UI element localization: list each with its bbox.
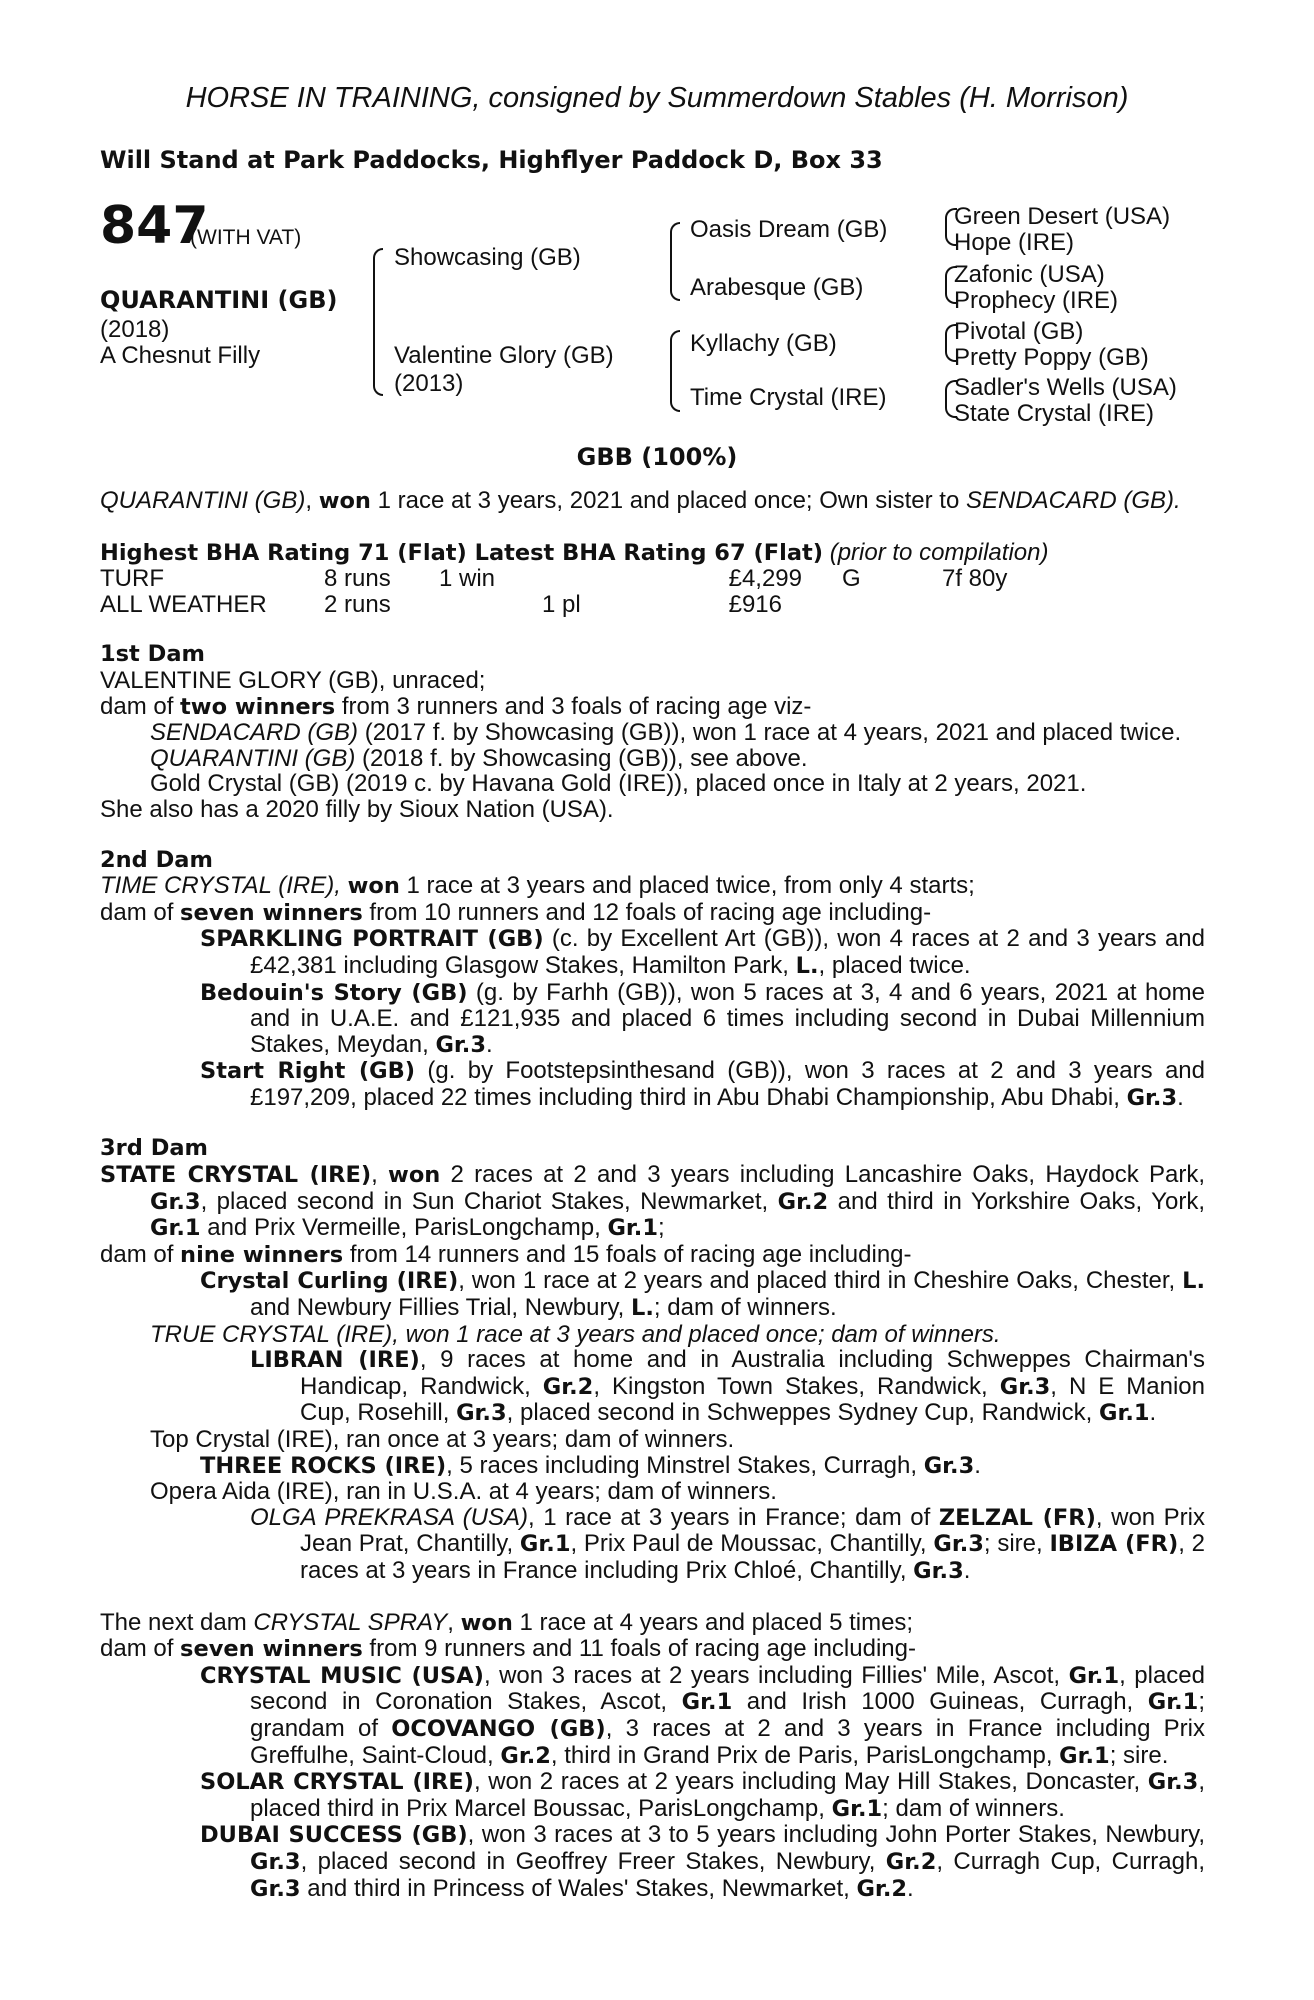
pedigree-sds: Zafonic (USA) bbox=[954, 261, 1105, 288]
pedigree-ddd: State Crystal (IRE) bbox=[954, 400, 1155, 427]
stand-location: Will Stand at Park Paddocks, Highflyer Paddock D, Box 33 bbox=[100, 146, 883, 174]
page-title: HORSE IN TRAINING, consigned by Summerdown Stables (H. Morrison) bbox=[185, 82, 1129, 114]
pedigree-brace-main bbox=[373, 248, 383, 396]
second-dam-produce: dam of seven winners from 10 runners and 12 foals of racing age including- bbox=[100, 898, 932, 926]
third-dam-heading: 3rd Dam bbox=[100, 1135, 208, 1162]
pedigree-dam: Valentine Glory (GB) bbox=[394, 342, 614, 369]
first-dam-line: VALENTINE GLORY (GB), unraced; bbox=[100, 666, 486, 694]
summary-paragraph: QUARANTINI (GB), won 1 race at 3 years, 2021 and placed once; Own sister to SENDACARD (GB). bbox=[100, 487, 1181, 514]
pedigree-sd: Arabesque (GB) bbox=[690, 274, 864, 301]
foal-bedouins-story: Bedouin's Story (GB) (g. by Farhh (GB)), won 5 races at 3, 4 and 6 years, 2021 at home and in U.A.E. and £121,935 and placed 6 times including second in Dubai Millennium Stakes, Meydan, Gr.3. bbox=[200, 978, 1205, 1058]
next-dam-produce: dam of seven winners from 9 runners and 11 foals of racing age including- bbox=[100, 1635, 916, 1663]
foal-solar-crystal: SOLAR CRYSTAL (IRE), won 2 races at 2 years including May Hill Stakes, Doncaster, Gr.3, placed third in Prix Marcel Boussac, ParisLongchamp, Gr.1; dam of winners. bbox=[200, 1768, 1205, 1822]
pedigree-dd: Time Crystal (IRE) bbox=[690, 384, 887, 411]
granddaughter-olga-prekrasa: OLGA PREKRASA (USA), 1 race at 3 years in France; dam of ZELZAL (FR), won Prix Jean Prat, Chantilly, Gr.1, Prix Paul de Moussac, Chantilly, Gr.3; sire, IBIZA (FR), 2 races at 3 years in France including Prix Chloé, Chantilly, Gr.3. bbox=[250, 1503, 1206, 1584]
vat-label: (WITH VAT) bbox=[190, 226, 302, 249]
second-dam-line: TIME CRYSTAL (IRE), won 1 race at 3 years and placed twice, from only 4 starts; bbox=[100, 872, 975, 900]
grandson-libran: LIBRAN (IRE), 9 races at home and in Australia including Schweppes Chairman's Handicap, Randwick, Gr.2, Kingston Town Stakes, Randwick, Gr.3, N E Manion Cup, Rosehill, Gr.3, placed second in Schweppes Sydney Cup, Randwick, Gr.1. bbox=[250, 1346, 1206, 1427]
foal-2020-filly: She also has a 2020 filly by Sioux Nation (USA). bbox=[100, 795, 614, 823]
foal-sendacard: SENDACARD (GB) (2017 f. by Showcasing (GB)), won 1 race at 4 years, 2021 and placed twice. bbox=[150, 719, 1182, 747]
pedigree-brace-dam bbox=[670, 330, 680, 412]
pedigree-ds: Kyllachy (GB) bbox=[690, 330, 837, 357]
third-dam-produce: dam of nine winners from 14 runners and 15 foals of racing age including- bbox=[100, 1240, 912, 1268]
foal-sparkling-portrait: SPARKLING PORTRAIT (GB) (c. by Excellent Art (GB)), won 4 races at 2 and 3 years and £42,381 including Glasgow Stakes, Hamilton Park, L., placed twice. bbox=[200, 925, 1205, 979]
breeding-percentage: GBB (100%) bbox=[576, 443, 738, 471]
first-dam-heading: 1st Dam bbox=[100, 641, 205, 668]
horse-description: A Chesnut Filly bbox=[100, 342, 261, 369]
pedigree-sss: Green Desert (USA) bbox=[954, 203, 1171, 230]
ratings-line: Highest BHA Rating 71 (Flat) Latest BHA Rating 67 (Flat) (prior to compilation) bbox=[100, 538, 1049, 566]
horse-name: QUARANTINI (GB) bbox=[100, 286, 338, 314]
lot-number: 847 bbox=[100, 196, 209, 256]
next-dam-line: The next dam CRYSTAL SPRAY, won 1 race at 4 years and placed 5 times; bbox=[100, 1608, 914, 1636]
catalogue-body bbox=[100, 488, 1205, 1902]
pedigree-sire: Showcasing (GB) bbox=[394, 244, 581, 271]
pedigree-dds: Sadler's Wells (USA) bbox=[954, 374, 1177, 401]
pedigree-dss: Pivotal (GB) bbox=[954, 318, 1084, 345]
foal-dubai-success: DUBAI SUCCESS (GB), won 3 races at 3 to 5 years including John Porter Stakes, Newbury, Gr.3, placed second in Geoffrey Freer Stakes, Newbury, Gr.2, Curragh Cup, Curragh, Gr.3 and third in Princess of Wales' Stakes, Newmarket, Gr.2. bbox=[200, 1821, 1206, 1902]
ratings-row-turf: TURF 8 runs 1 win £4,299 G 7f 80y bbox=[100, 565, 1008, 593]
first-dam-produce: dam of two winners from 3 runners and 3 foals of racing age viz- bbox=[100, 692, 812, 720]
foal-top-crystal: Top Crystal (IRE), ran once at 3 years; dam of winners. bbox=[150, 1426, 735, 1453]
pedigree-sdd: Prophecy (IRE) bbox=[954, 287, 1119, 314]
pedigree-brace-sire bbox=[670, 222, 680, 301]
third-dam-line: STATE CRYSTAL (IRE), won 2 races at 2 and 3 years including Lancashire Oaks, Haydock Park, Gr.3, placed second in Sun Chariot Stakes, Newmarket, Gr.2 and third in Yorkshire Oaks, York, Gr.1 and Prix Vermeille, ParisLongchamp, Gr.1; bbox=[100, 1161, 1205, 1242]
foal-gold-crystal: Gold Crystal (GB) (2019 c. by Havana Gold (IRE)), placed once in Italy at 2 years, 2021. bbox=[150, 770, 1087, 798]
pedigree-dsd: Pretty Poppy (GB) bbox=[954, 344, 1149, 371]
foal-opera-aida: Opera Aida (IRE), ran in U.S.A. at 4 years; dam of winners. bbox=[150, 1478, 777, 1506]
horse-year: (2018) bbox=[100, 316, 170, 343]
ratings-row-all-weather: ALL WEATHER 2 runs 1 pl £916 bbox=[100, 590, 782, 618]
foal-crystal-curling: Crystal Curling (IRE), won 1 race at 2 years and placed third in Cheshire Oaks, Chester, L. and Newbury Fillies Trial, Newbury, L.; dam of winners. bbox=[200, 1267, 1206, 1322]
foal-quarantini: QUARANTINI (GB) (2018 f. by Showcasing (GB)), see above. bbox=[150, 744, 808, 772]
pedigree-ssd: Hope (IRE) bbox=[954, 229, 1075, 256]
second-dam-heading: 2nd Dam bbox=[100, 846, 213, 873]
foal-true-crystal: TRUE CRYSTAL (IRE), won 1 race at 3 years and placed once; dam of winners. bbox=[150, 1320, 1001, 1348]
pedigree-dam-year: (2013) bbox=[394, 370, 464, 397]
foal-start-right: Start Right (GB) (g. by Footstepsinthesand (GB)), won 3 races at 2 and 3 years and £197,209, placed 22 times including third in Abu Dhabi Championship, Abu Dhabi, Gr.3. bbox=[200, 1057, 1205, 1111]
grandson-three-rocks: THREE ROCKS (IRE), 5 races including Minstrel Stakes, Curragh, Gr.3. bbox=[200, 1451, 981, 1479]
pedigree-ss: Oasis Dream (GB) bbox=[690, 216, 888, 243]
foal-crystal-music: CRYSTAL MUSIC (USA), won 3 races at 2 years including Fillies' Mile, Ascot, Gr.1, placed second in Coronation Stakes, Ascot, Gr.1 and Irish 1000 Guineas, Curragh, Gr.1; grandam of OCOVANGO (GB), 3 races at 2 and 3 years in France including Prix Greffulhe, Saint-Cloud, Gr.2, third in Grand Prix de Paris, ParisLongchamp, Gr.1; sire. bbox=[200, 1661, 1206, 1769]
